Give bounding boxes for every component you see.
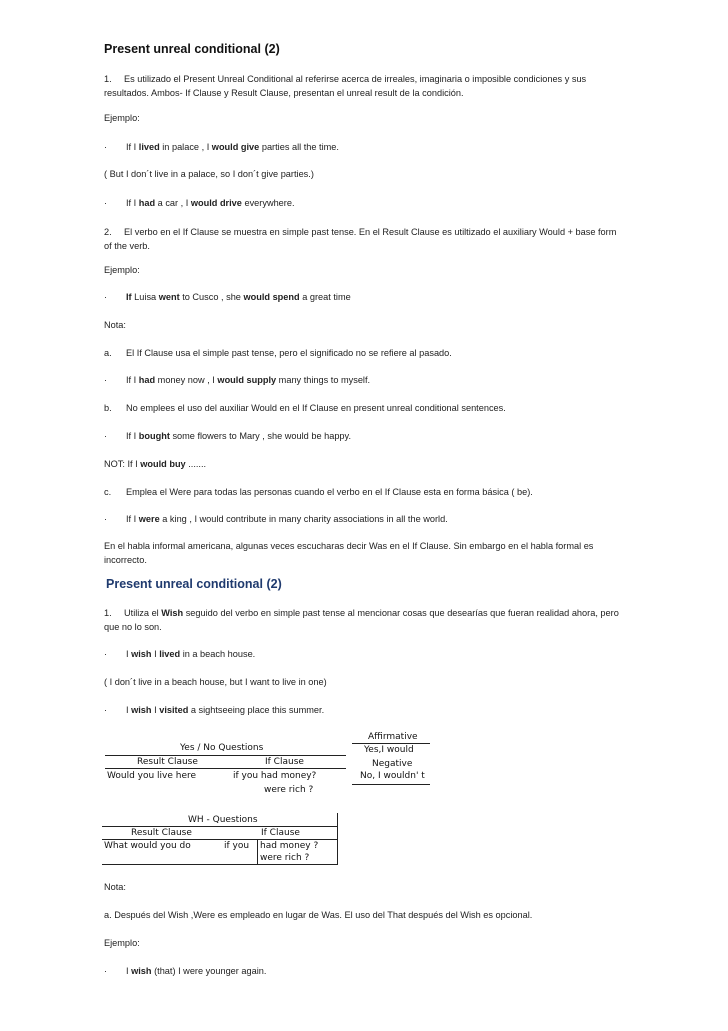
text: Utiliza el: [124, 608, 162, 618]
table-rule: [102, 826, 338, 827]
text-bold: lived: [138, 142, 160, 152]
text-bold: were: [138, 514, 160, 524]
text: (that) I were younger again.: [151, 966, 267, 976]
not-line: [104, 457, 624, 471]
table-cell: if you: [224, 841, 250, 851]
example-sentence: [104, 140, 624, 154]
text: in a beach house.: [180, 649, 256, 659]
bullet: ·: [104, 649, 108, 659]
text: If I: [126, 142, 139, 152]
bullet: ·: [104, 705, 108, 715]
text-bold: went: [158, 292, 180, 302]
column-header: Result Clause: [131, 828, 192, 838]
note-text: a. Después del Wish ,Were es empleado en lugar de Was. El uso del That después del Wish es opcional.: [104, 910, 533, 920]
paragraph-2: [104, 225, 624, 253]
paragraph-text: Es utilizado el Present Unreal Conditional al referirse acerca de irreales, imaginaria o imposible condiciones y sus resultados. Ambos- If Clause y Result Clause, presentan el unreal result de la condición.: [104, 74, 587, 98]
bullet: ·: [104, 514, 108, 524]
text-bold: If: [126, 292, 132, 302]
paragraph-number: 1.: [104, 608, 112, 618]
text: seguido del verbo en simple past tense al mencionar cosas que desearías que fueran realidad ahora, pero que no lo son.: [104, 608, 619, 632]
paragraph-number: 1.: [104, 74, 112, 84]
text: Luisa: [131, 292, 159, 302]
text-bold: had: [138, 198, 156, 208]
note-text: No emplees el uso del auxiliar Would en el If Clause en present unreal conditional sentences.: [126, 403, 506, 413]
text: If I: [126, 198, 139, 208]
table-cell: Yes,I would: [364, 745, 414, 755]
example-sentence: [104, 429, 624, 443]
note-text: El If Clause usa el simple past tense, pero el significado no se refiere al pasado.: [126, 348, 452, 358]
table-cell: What would you do: [104, 841, 191, 851]
text-bold: lived: [159, 649, 181, 659]
paragraph-number: 2.: [104, 227, 112, 237]
example-sentence: [104, 964, 624, 978]
example-sentence: [104, 373, 624, 387]
note-item: [104, 346, 624, 360]
text: If I: [126, 514, 139, 524]
table-cell: were rich ?: [260, 853, 310, 863]
text: many things to myself.: [276, 375, 371, 385]
note-label: Nota:: [104, 882, 126, 892]
example-sentence: [104, 196, 624, 210]
text: I: [126, 966, 132, 976]
table-cell: Would you live here: [107, 771, 197, 781]
table-cell: had money ?: [260, 841, 319, 851]
text: some flowers to Mary , she would be happy.: [169, 431, 352, 441]
note-item: [104, 401, 624, 415]
table-rule: [105, 755, 346, 756]
text-bold: bought: [138, 431, 170, 441]
text: I: [151, 705, 160, 715]
table-rule: [352, 743, 430, 744]
table-header: Negative: [372, 759, 413, 769]
text: a car , I: [155, 198, 191, 208]
text-bold: would drive: [190, 198, 242, 208]
column-header: If Clause: [261, 828, 300, 838]
table-rule: [102, 839, 338, 840]
text-bold: visited: [159, 705, 189, 715]
column-header: Result Clause: [137, 757, 198, 767]
table-title: Yes / No Questions: [180, 743, 264, 753]
text: I: [126, 649, 132, 659]
paragraph-text: El verbo en el If Clause se muestra en simple past tense. En el Result Clause es utiltizado el auxiliary Would + base form of the verb.: [104, 227, 617, 251]
bullet: ·: [104, 292, 108, 302]
table-cell: No, I wouldn' t: [360, 771, 425, 781]
text-bold: would spend: [243, 292, 300, 302]
column-header: If Clause: [265, 757, 304, 767]
text: a sightseeing place this summer.: [188, 705, 325, 715]
text-bold: wish: [131, 966, 152, 976]
note-letter: a.: [104, 348, 112, 358]
section-title: Present unreal conditional (2): [106, 577, 282, 591]
table-header: Affirmative: [368, 732, 418, 742]
text: a king , I would contribute in many charity associations in all the world.: [159, 514, 448, 524]
paragraph-1: [104, 72, 624, 100]
text-bold: Wish: [161, 608, 184, 618]
text: money now , I: [155, 375, 218, 385]
bullet: ·: [104, 375, 108, 385]
text: parties all the time.: [259, 142, 339, 152]
example-sentence: [104, 703, 624, 717]
text-bold: wish: [131, 705, 152, 715]
note-label: Nota:: [104, 320, 126, 330]
example-note: ( But I don´t live in a palace, so I don´t give parties.): [104, 169, 314, 179]
text: .......: [185, 459, 207, 469]
table-rule: [102, 864, 338, 865]
text: everywhere.: [241, 198, 295, 208]
example-sentence: [104, 647, 624, 661]
text: If I: [126, 431, 139, 441]
text: If I: [126, 375, 139, 385]
table-rule: [352, 784, 430, 785]
table-title: WH - Questions: [188, 815, 258, 825]
text-bold: wish: [131, 649, 152, 659]
wish-paragraph: [104, 606, 624, 634]
text: in palace , I: [159, 142, 212, 152]
informal-paragraph: En el habla informal americana, algunas veces escucharas decir Was en el If Clause. Sin embargo en el habla formal es incorrecto.: [104, 541, 594, 565]
bullet: ·: [104, 966, 108, 976]
bullet: ·: [104, 431, 108, 441]
note-letter: b.: [104, 403, 112, 413]
text: NOT: If I: [104, 459, 141, 469]
text: I: [126, 705, 132, 715]
text-bold: would give: [211, 142, 260, 152]
note-item: [104, 485, 624, 499]
table-cell: if you had money?: [233, 771, 317, 781]
text-bold: had: [138, 375, 156, 385]
example-sentence: [104, 512, 624, 526]
table-rule: [257, 839, 258, 864]
text-bold: would supply: [217, 375, 277, 385]
bullet: ·: [104, 142, 108, 152]
text: I: [151, 649, 160, 659]
example-label: Ejemplo:: [104, 113, 140, 123]
example-note: ( I don´t live in a beach house, but I want to live in one): [104, 677, 327, 687]
note-text: Emplea el Were para todas las personas cuando el verbo en el If Clause esta en forma básica ( be).: [126, 487, 533, 497]
example-label: Ejemplo:: [104, 938, 140, 948]
note-letter: c.: [104, 487, 112, 497]
text: a great time: [299, 292, 351, 302]
example-label: Ejemplo:: [104, 265, 140, 275]
text: to Cusco , she: [179, 292, 244, 302]
table-rule: [105, 768, 346, 769]
text-bold: would buy: [140, 459, 186, 469]
bullet: ·: [104, 198, 108, 208]
page-title: Present unreal conditional (2): [104, 42, 280, 56]
table-cell: were rich ?: [264, 785, 314, 795]
example-sentence: [104, 290, 624, 304]
